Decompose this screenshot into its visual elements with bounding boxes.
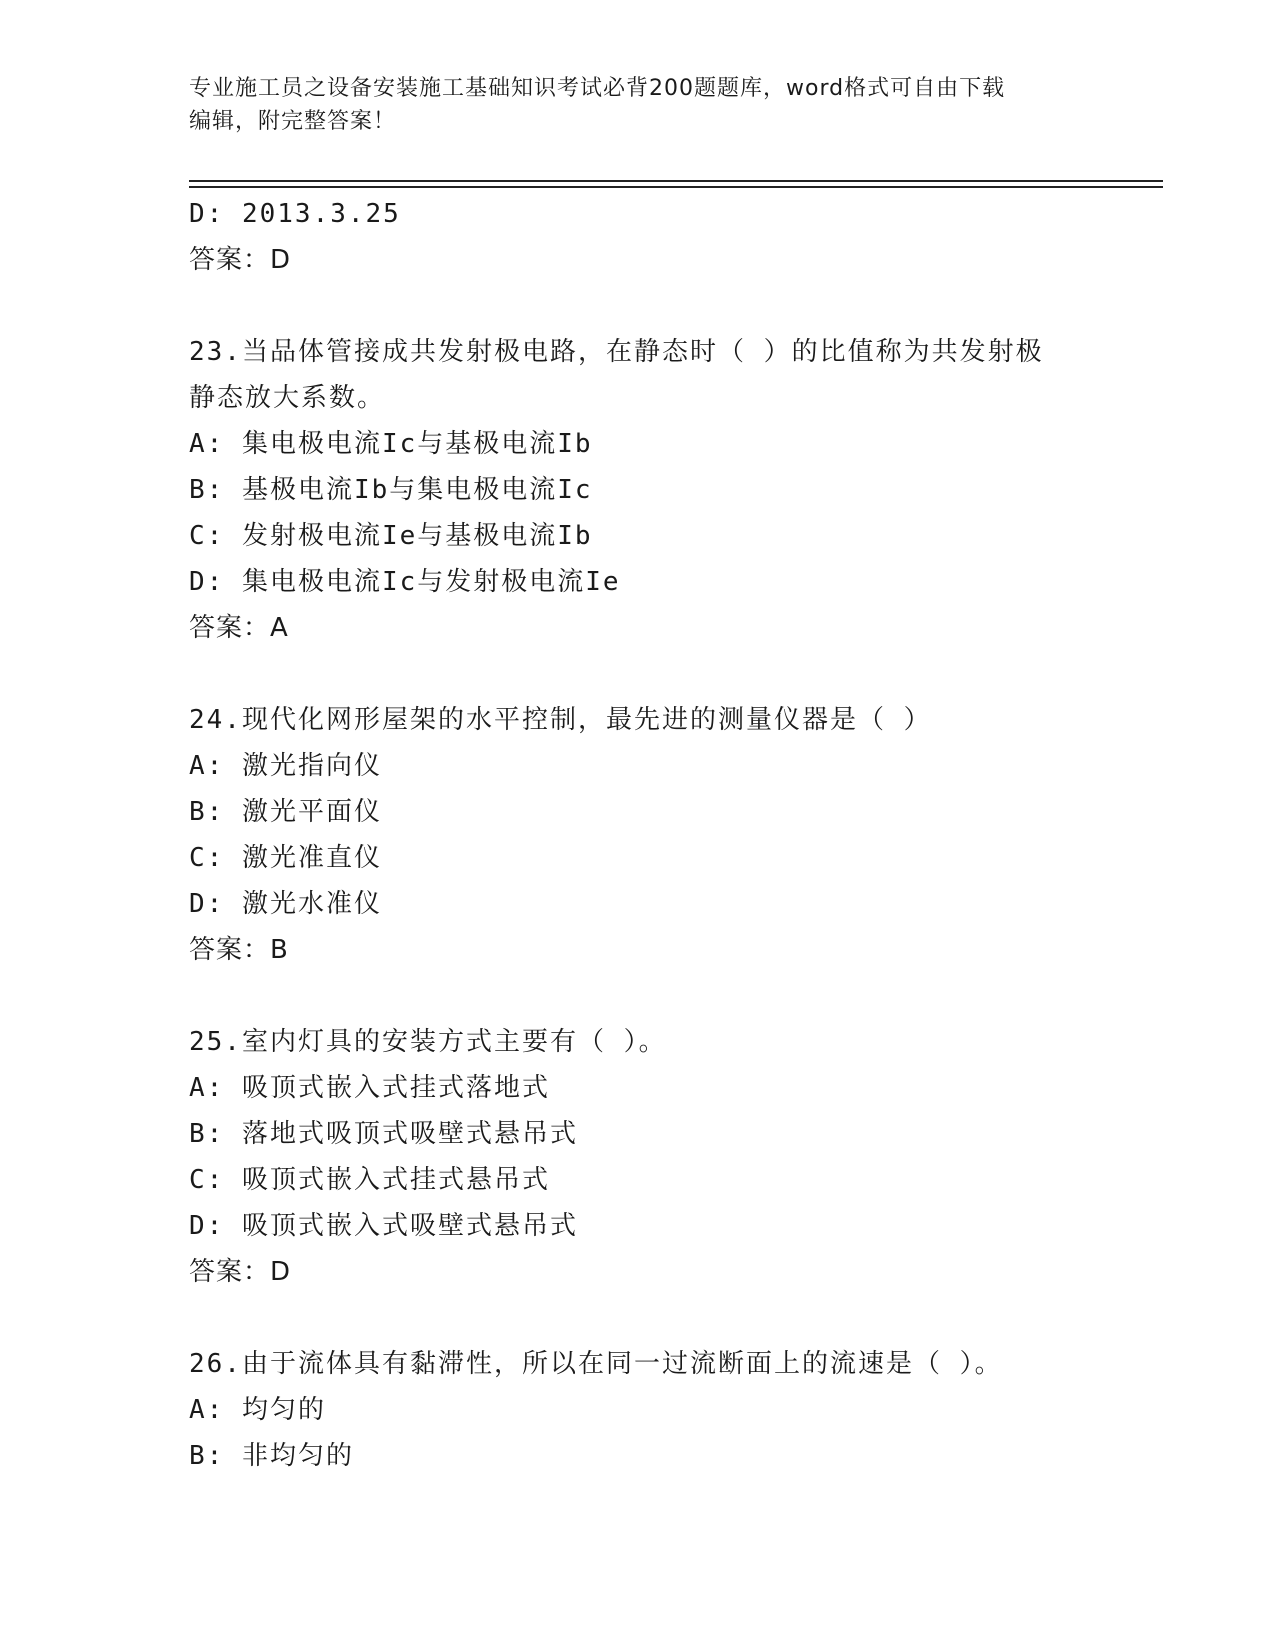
option-b: B: 基极电流Ib与集电极电流Ic [189, 475, 593, 505]
option-c: C: 发射极电流Ie与基极电流Ib [189, 521, 593, 551]
question-stem: 25.室内灯具的安装方式主要有（ ）。 [189, 1027, 667, 1057]
option-b: B: 激光平面仪 [189, 797, 382, 827]
question-24 [189, 697, 1089, 973]
option-a: A: 均匀的 [189, 1395, 326, 1425]
question-content [189, 191, 1089, 1479]
question-stem-cont: 静态放大系数。 [189, 383, 386, 413]
header-title-line2: 编辑，附完整答案！ [189, 109, 397, 134]
spacer [189, 1295, 1089, 1341]
question-23 [189, 329, 1089, 651]
option-a: A: 集电极电流Ic与基极电流Ib [189, 429, 593, 459]
question-stem: 26.由于流体具有黏滞性，所以在同一过流断面上的流速是（ ）。 [189, 1349, 1003, 1379]
spacer [189, 283, 1089, 329]
answer: 答案：D [189, 1257, 292, 1287]
header-title-line1: 专业施工员之设备安装施工基础知识考试必背200题题库，word格式可自由下载 [189, 76, 1006, 101]
option-c: C: 激光准直仪 [189, 843, 382, 873]
answer: 答案：A [189, 613, 289, 643]
question-25 [189, 1019, 1089, 1295]
option-b: B: 非均匀的 [189, 1441, 354, 1471]
option-b: B: 落地式吸顶式吸壁式悬吊式 [189, 1119, 578, 1149]
spacer [189, 651, 1089, 697]
answer-prev: 答案：D [189, 245, 292, 275]
option-d-prev: D: 2013.3.25 [189, 199, 401, 229]
option-a: A: 吸顶式嵌入式挂式落地式 [189, 1073, 550, 1103]
option-d: D: 集电极电流Ic与发射极电流Ie [189, 567, 621, 597]
answer: 答案：B [189, 935, 289, 965]
question-26 [189, 1341, 1089, 1479]
option-d: D: 激光水准仪 [189, 889, 382, 919]
document-header [189, 72, 1089, 138]
header-divider-top [189, 180, 1163, 182]
spacer [189, 973, 1089, 1019]
option-c: C: 吸顶式嵌入式挂式悬吊式 [189, 1165, 550, 1195]
question-stem: 24.现代化网形屋架的水平控制，最先进的测量仪器是（ ） [189, 705, 932, 735]
header-divider-bottom [189, 186, 1163, 188]
question-stem: 23.当品体管接成共发射极电路，在静态时（ ）的比值称为共发射极 [189, 337, 1044, 367]
option-d: D: 吸顶式嵌入式吸壁式悬吊式 [189, 1211, 578, 1241]
option-a: A: 激光指向仪 [189, 751, 382, 781]
